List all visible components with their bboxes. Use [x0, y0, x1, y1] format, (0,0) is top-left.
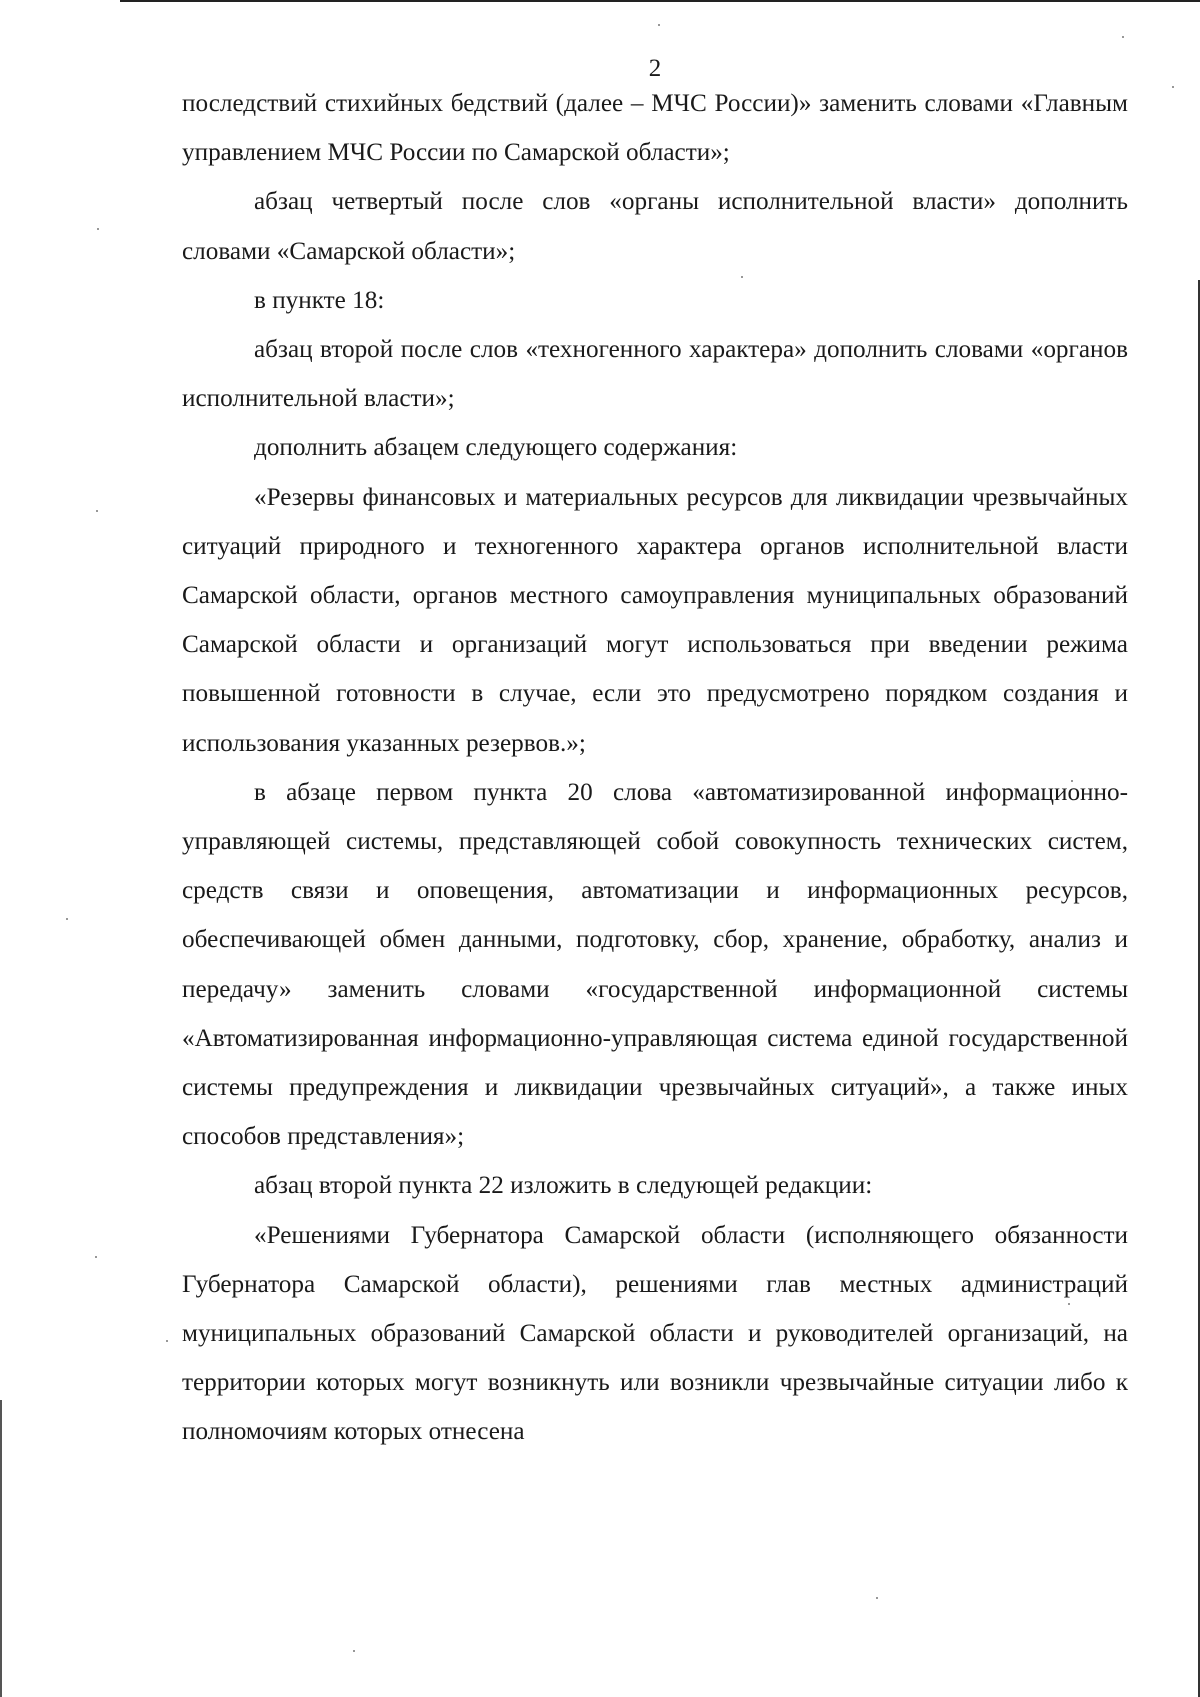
scan-speck — [97, 228, 99, 230]
scan-border-top — [120, 0, 1200, 2]
document-body — [182, 79, 1128, 1457]
scan-speck — [658, 24, 660, 26]
paragraph: в пункте 18: — [254, 286, 385, 314]
scan-speck — [95, 1256, 97, 1258]
paragraph: в абзаце первом пункта 20 слова «автоматизированной информационно-управляющей системы, представляющей собой совокупность технических систем, средств связи и оповещения, автоматизации и информационных ресурсов, обеспечивающей обмен данными, подготовку, сбор, хранение, обработку, анализ и передачу» заменить словами «государственной информационной системы «Автоматизированная информационно-управляющая система единой государственной системы предупреждения и ликвидации чрезвычайных ситуаций», а также иных способов представления»; — [182, 778, 1128, 1151]
paragraph: абзац четвертый после слов «органы исполнительной власти» дополнить словами «Самарской области»; — [182, 188, 1128, 265]
scan-speck — [876, 1597, 878, 1599]
paragraph: дополнить абзацем следующего содержания: — [254, 434, 738, 462]
scan-speck — [1172, 86, 1174, 88]
scan-border-left — [0, 1400, 2, 1697]
scan-speck — [353, 1650, 355, 1652]
paragraph: последствий стихийных бедствий (далее – МЧС России)» заменить словами «Главным управлением МЧС России по Самарской области»; — [182, 90, 1128, 167]
paragraph: абзац второй пункта 22 изложить в следующей редакции: — [254, 1172, 873, 1200]
paragraph: «Решениями Губернатора Самарской области (исполняющего обязанности Губернатора Самарской области), решениями глав местных администраций муниципальных образований Самарской области и руководителей организаций, на территории которых могут возникнуть или возникли чрезвычайные ситуации либо к полномочиям которых отнесена — [182, 1221, 1128, 1446]
scan-speck — [96, 510, 98, 512]
paragraph: «Резервы финансовых и материальных ресурсов для ликвидации чрезвычайных ситуаций природного и техногенного характера органов исполнительной власти Самарской области, органов местного самоуправления муниципальных образований Самарской области и организаций могут использоваться при введении режима повышенной готовности в случае, если это предусмотрено порядком создания и использования указанных резервов.»; — [182, 483, 1128, 757]
scan-speck — [166, 1340, 168, 1342]
scan-speck — [1122, 36, 1124, 38]
page-number: 2 — [648, 55, 662, 82]
scan-speck — [66, 918, 68, 920]
paragraph: абзац второй после слов «техногенного характера» дополнить словами «органов исполнительной власти»; — [182, 336, 1128, 413]
